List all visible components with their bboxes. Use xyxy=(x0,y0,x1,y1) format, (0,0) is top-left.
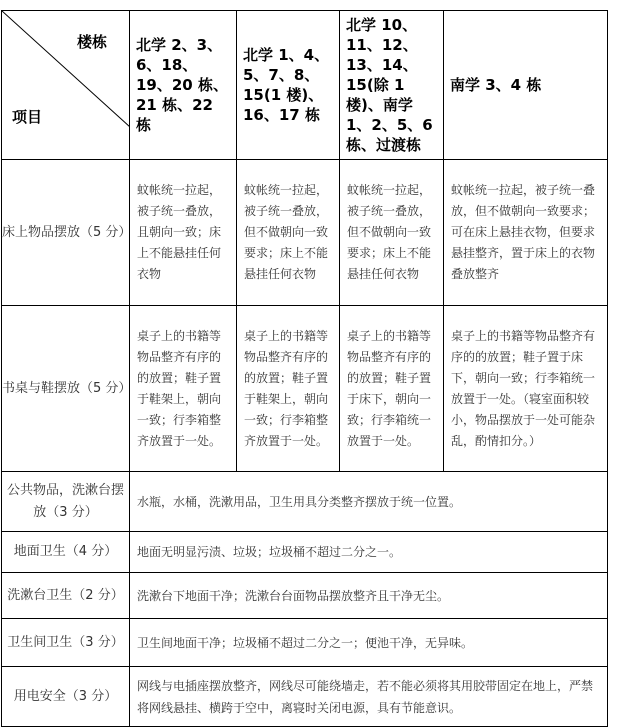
rule-cell: 蚊帐统一拉起，被子统一叠放，且朝向一致；床上不能悬挂任何衣物 xyxy=(130,160,237,306)
category-bed-items: 床上物品摆放（5 分） xyxy=(2,160,130,306)
building-header-label: 楼栋 xyxy=(76,33,107,51)
table-row-public-items xyxy=(2,472,608,532)
column-header-group-3: 北学 10、11、12、13、14、15(除 1 楼)、南学 1、2、5、6 栋、过渡栋 xyxy=(340,11,444,160)
rule-cell-merged: 水瓶，水桶，洗漱用品，卫生用具分类整齐摆放于统一位置。 xyxy=(130,472,608,532)
category-washstand-hygiene: 洗漱台卫生（2 分） xyxy=(2,573,130,619)
category-floor-hygiene: 地面卫生（4 分） xyxy=(2,532,130,573)
rule-cell: 桌子上的书籍等物品整齐有序的的放置；鞋子置于床下，朝向一致；行李箱统一放置于一处。（寝室面积较小，物品摆放于一处可能杂乱，酌情扣分。） xyxy=(444,306,608,472)
rule-cell-merged: 地面无明显污渍、垃圾；垃圾桶不超过二分之一。 xyxy=(130,532,608,573)
table-row-electrical-safety xyxy=(2,667,608,727)
rule-cell: 蚊帐统一拉起，被子统一叠放，但不做朝向一致要求；床上不能悬挂任何衣物 xyxy=(237,160,340,306)
column-header-group-1: 北学 2、3、6、18、19、20 栋、21 栋、22 栋 xyxy=(130,11,237,160)
corner-header-cell xyxy=(2,11,130,160)
rule-cell: 蚊帐统一拉起，被子统一叠放，但不做朝向一致要求；床上不能悬挂任何衣物 xyxy=(340,160,444,306)
item-header-label: 项目 xyxy=(12,108,43,126)
column-header-group-2: 北学 1、4、5、7、8、15(1 楼)、16、17 栋 xyxy=(237,11,340,160)
table-row-bathroom-hygiene xyxy=(2,619,608,667)
category-electrical-safety: 用电安全（3 分） xyxy=(2,667,130,727)
category-desk-shoes: 书桌与鞋摆放（5 分） xyxy=(2,306,130,472)
rule-cell-merged: 网线与电插座摆放整齐，网线尽可能绕墙走，若不能必须将其用胶带固定在地上，严禁将网线悬挂、横跨于空中，离寝时关闭电源，具有节能意识。 xyxy=(130,667,608,727)
header-row xyxy=(2,11,608,160)
table-row-washstand-hygiene xyxy=(2,573,608,619)
category-public-items: 公共物品，洗漱台摆放（3 分） xyxy=(2,472,130,532)
table-row-desk-shoes xyxy=(2,306,608,472)
table-row-floor-hygiene xyxy=(2,532,608,573)
column-header-group-4: 南学 3、4 栋 xyxy=(444,11,608,160)
rule-cell: 桌子上的书籍等物品整齐有序的的放置；鞋子置于床下，朝向一致；行李箱统一放置于一处。 xyxy=(340,306,444,472)
inspection-standards-table-container xyxy=(1,10,608,727)
rule-cell: 蚊帐统一拉起，被子统一叠放，但不做朝向一致要求；可在床上悬挂衣物，但要求悬挂整齐，置于床上的衣物叠放整齐 xyxy=(444,160,608,306)
inspection-standards-table xyxy=(1,10,608,727)
category-bathroom-hygiene: 卫生间卫生（3 分） xyxy=(2,619,130,667)
rule-cell-merged: 洗漱台下地面干净；洗漱台台面物品摆放整齐且干净无尘。 xyxy=(130,573,608,619)
rule-cell-merged: 卫生间地面干净；垃圾桶不超过二分之一；便池干净，无异味。 xyxy=(130,619,608,667)
rule-cell: 桌子上的书籍等物品整齐有序的的放置；鞋子置于鞋架上，朝向一致；行李箱整齐放置于一处。 xyxy=(237,306,340,472)
rule-cell: 桌子上的书籍等物品整齐有序的的放置；鞋子置于鞋架上，朝向一致；行李箱整齐放置于一处。 xyxy=(130,306,237,472)
table-row-bed-items xyxy=(2,160,608,306)
